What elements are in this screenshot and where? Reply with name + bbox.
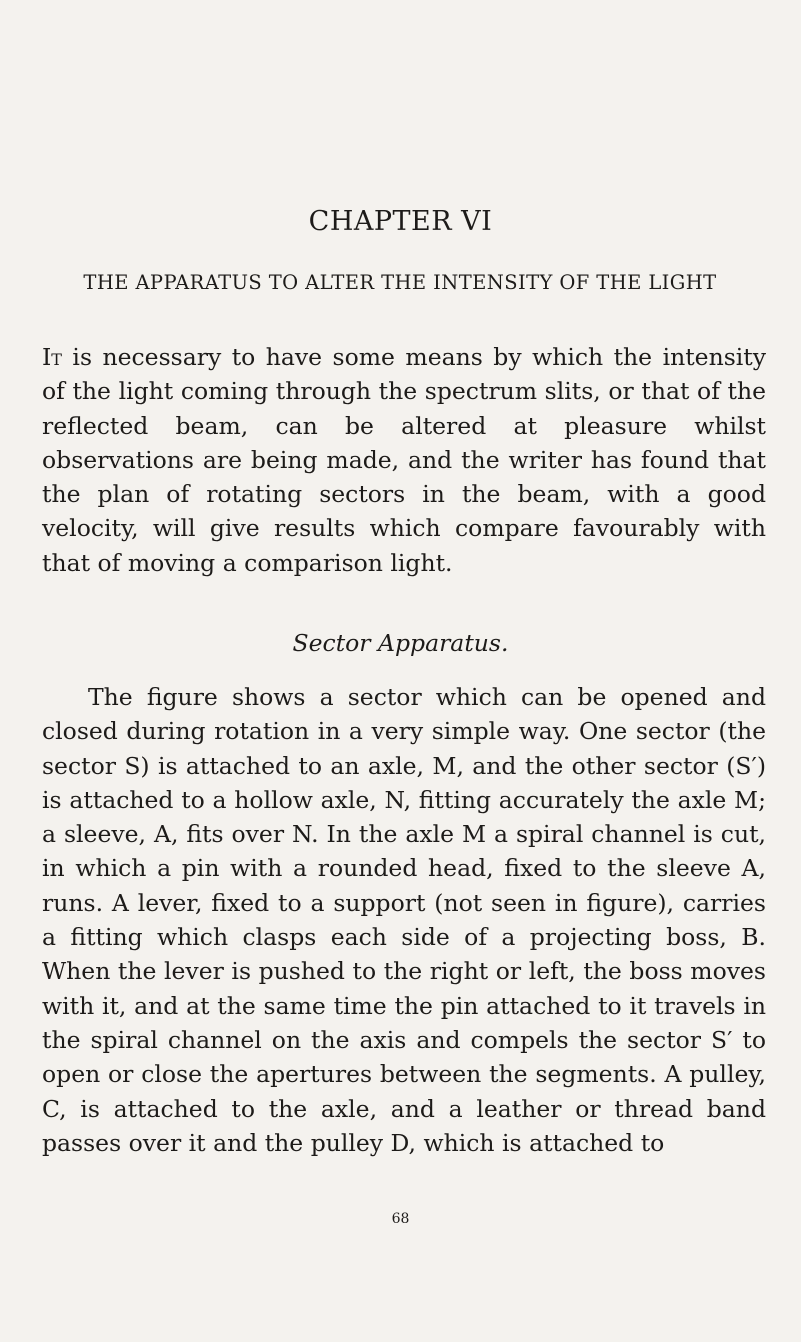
paragraph-lead-word: It <box>42 343 62 371</box>
paragraph-intro-text: is necessary to have some means by which the intensity of the light coming through the spectrum slits, or that of the reflected beam, can be altered at pleasure whilst observations are being made, and the writer has found that the plan of rotating sectors in the beam, with a good velocity, will give results which compare favourably with that of moving a comparison light. <box>42 343 766 577</box>
paragraph-intro <box>42 340 766 580</box>
chapter-heading: CHAPTER VI <box>308 206 493 237</box>
paragraph-sector-description: The figure shows a sector which can be opened and closed during rotation in a very simple way. One sector (the sector S) is attached to an axle, M, and the other sector (S′) is attached to a hollow axle, N, fitting accurately the axle M; a sleeve, A, fits over N. In the axle M a spiral channel is cut, in which a pin with a rounded head, fixed to the sleeve A, runs. A lever, fixed to a support (not seen in figure), carries a fitting which clasps each side of a projecting boss, B. When the lever is pushed to the right or left, the boss moves with it, and at the same time the pin attached to it travels in the spiral channel on the axis and compels the sector S′ to open or close the apertures between the segments. A pulley, C, is attached to the axle, and a leather or thread band passes over it and the pulley D, which is attached to <box>42 683 766 1157</box>
page-number: 68 <box>391 1211 410 1227</box>
subheading-sector-apparatus: Sector Apparatus. <box>292 629 509 657</box>
section-title: THE APPARATUS TO ALTER THE INTENSITY OF THE LIGHT <box>83 271 717 294</box>
